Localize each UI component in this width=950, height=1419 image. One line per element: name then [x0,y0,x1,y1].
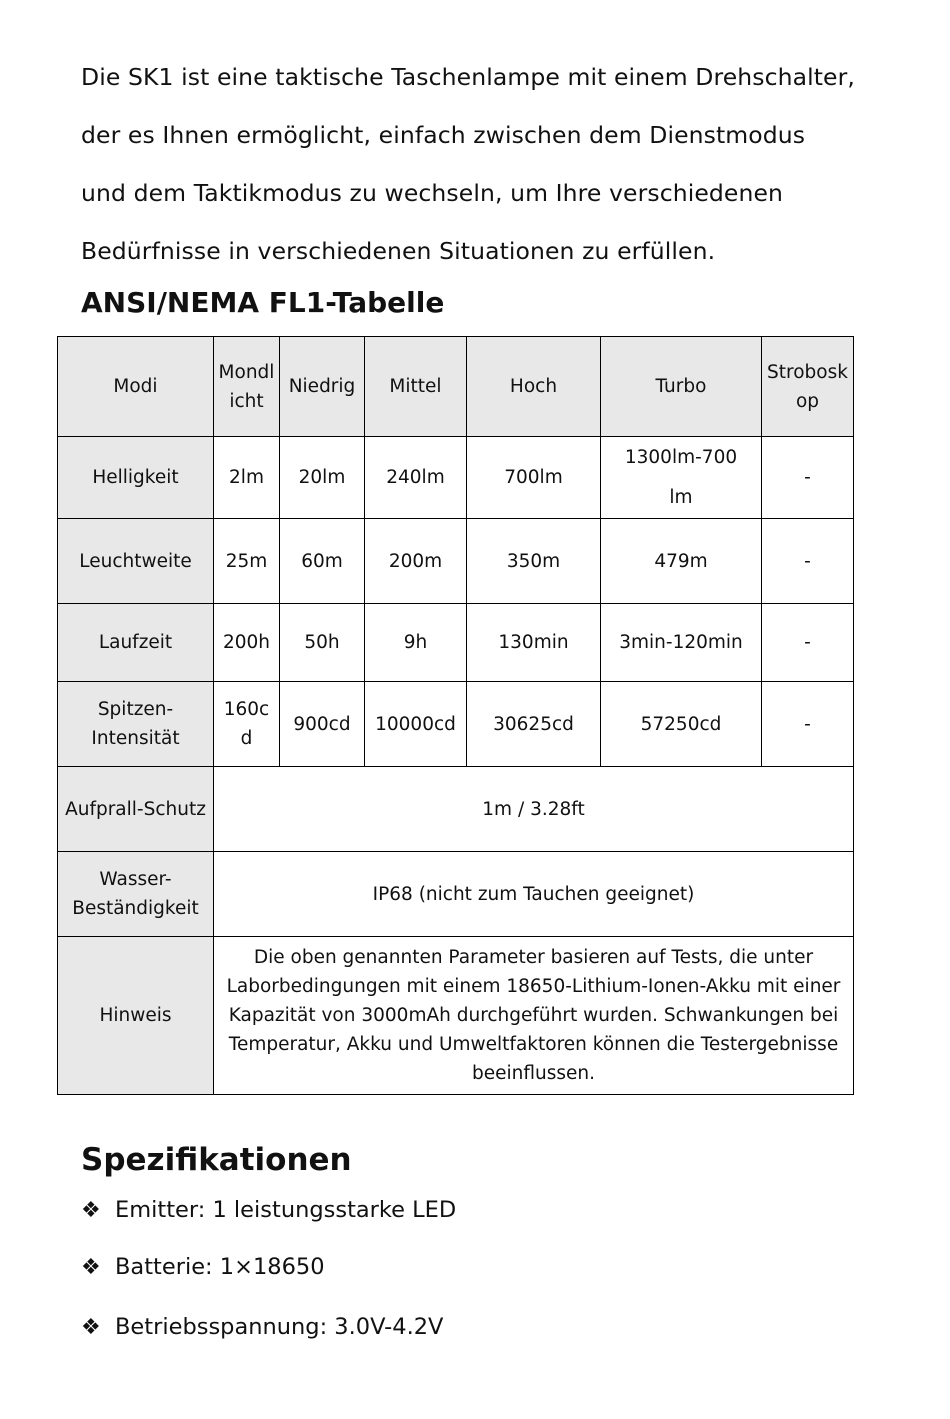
row-label-hinweis: Hinweis [58,937,214,1095]
row-label-spitzen-intensitaet: Spitzen-Intensität [58,682,214,767]
table-cell: 25m [214,519,280,604]
row-label-leuchtweite: Leuchtweite [58,519,214,604]
table-cell: 479m [601,519,762,604]
table-cell: 160cd [214,682,280,767]
table-cell: 3min-120min [601,604,762,682]
table-header-row [58,337,854,437]
table-cell: 60m [280,519,365,604]
table-cell: 350m [467,519,601,604]
spec-text: Emitter: 1 leistungsstarke LED [115,1197,457,1223]
table-cell: 57250cd [601,682,762,767]
table-cell: - [762,519,854,604]
table-cell: 9h [365,604,467,682]
intro-line: Die SK1 ist eine taktische Taschenlampe mit einem Drehschalter, [81,63,855,91]
header-cell-mondlicht: Mondlicht [214,337,280,437]
header-cell-mittel: Mittel [365,337,467,437]
list-item [81,1307,456,1347]
table-cell: 130min [467,604,601,682]
table-row [58,437,854,519]
row-label-helligkeit: Helligkeit [58,437,214,519]
table-row [58,519,854,604]
table-row [58,604,854,682]
header-cell-niedrig: Niedrig [280,337,365,437]
fl1-table [57,336,854,1095]
row-label-aufprall-schutz: Aufprall-Schutz [58,767,214,852]
specs-title: Spezifikationen [81,1142,352,1178]
table-cell: - [762,604,854,682]
header-cell-modi: Modi [58,337,214,437]
table-title: ANSI/NEMA FL1-Tabelle [81,286,445,319]
table-cell-note: Die oben genannten Parameter basieren auf Tests, die unter Laborbedingungen mit einem 18650-Lithium-Ionen-Akku mit einer Kapazität von 3000mAh durchgeführt wurden. Schwankungen bei Temperatur, Akku und Umweltfaktoren können die Testergebnisse beeinflussen. [214,937,854,1095]
table-cell-impact: 1m / 3.28ft [214,767,854,852]
intro-line: und dem Taktikmodus zu wechseln, um Ihre verschiedenen [81,179,784,207]
table-cell: 20lm [280,437,365,519]
diamond-bullet-icon: ❖ [81,1314,101,1340]
table-cell-water: IP68 (nicht zum Tauchen geeignet) [214,852,854,937]
specs-list [81,1190,456,1347]
table-cell: - [762,682,854,767]
table-cell: 200h [214,604,280,682]
table-cell: 200m [365,519,467,604]
header-cell-turbo: Turbo [601,337,762,437]
row-label-laufzeit: Laufzeit [58,604,214,682]
header-cell-hoch: Hoch [467,337,601,437]
spec-text: Betriebsspannung: 3.0V-4.2V [115,1314,444,1340]
list-item [81,1190,456,1230]
intro-paragraph [81,52,901,284]
table-cell: 700lm [467,437,601,519]
intro-line: der es Ihnen ermöglicht, einfach zwischen dem Dienstmodus [81,121,806,149]
header-cell-stroboskop: Stroboskop [762,337,854,437]
list-item [81,1247,456,1287]
table-cell: 2lm [214,437,280,519]
table-cell: 10000cd [365,682,467,767]
spec-text: Batterie: 1×18650 [115,1254,325,1280]
table-row [58,852,854,937]
table-cell: - [762,437,854,519]
table-cell: 30625cd [467,682,601,767]
intro-line: Bedürfnisse in verschiedenen Situationen zu erfüllen. [81,237,716,265]
table-row [58,767,854,852]
diamond-bullet-icon: ❖ [81,1254,101,1280]
table-cell: 900cd [280,682,365,767]
row-label-wasser-bestaendigkeit: Wasser-Beständigkeit [58,852,214,937]
table-cell: 1300lm-700lm [601,437,762,519]
table-row [58,937,854,1095]
table-row [58,682,854,767]
diamond-bullet-icon: ❖ [81,1197,101,1223]
table-cell: 50h [280,604,365,682]
table-cell: 240lm [365,437,467,519]
